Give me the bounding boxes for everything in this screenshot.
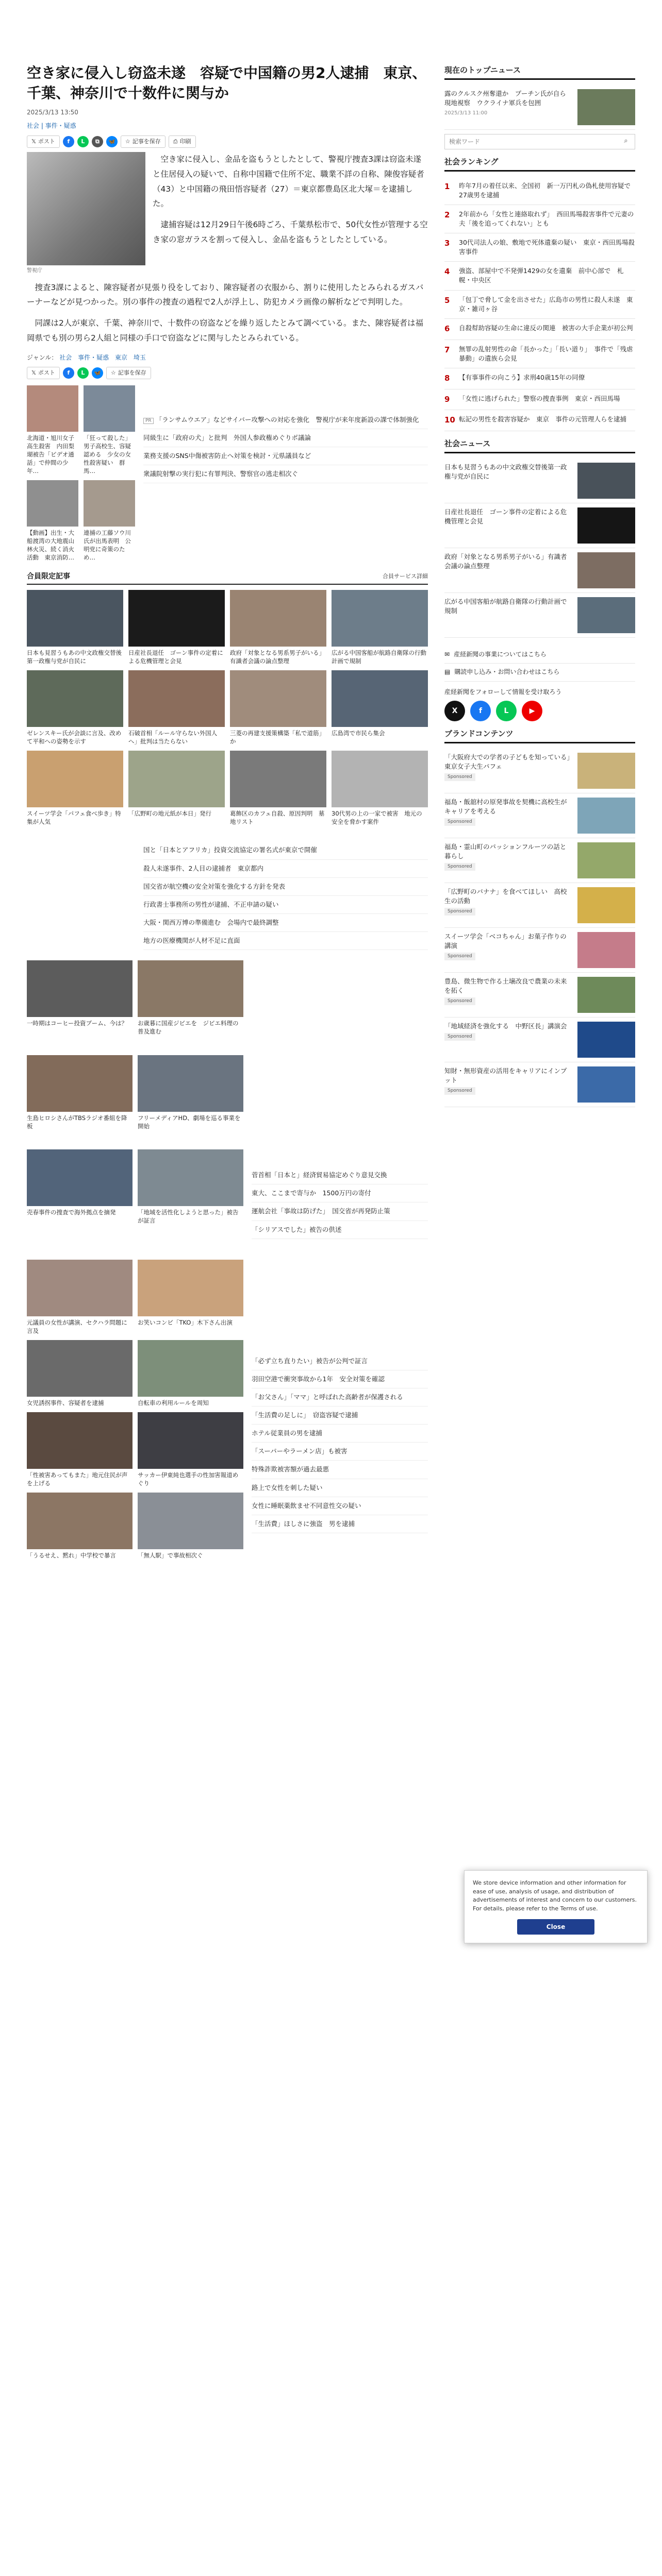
search-box — [444, 134, 635, 149]
mid-news-list-2 — [252, 1260, 428, 1560]
article-paragraph: 捜査3課によると、陳容疑者が見張り役をしており、陳容疑者の衣服から、割りに使用したとみられるガスバーナーなどが見つかった。別の事件の捜査の過程で2人が浮上し、防犯カメラ画像の解析などで判明した。 — [27, 282, 424, 307]
thumb-image — [128, 670, 225, 727]
thumb-image — [27, 1493, 133, 1549]
save-article-button[interactable]: ☆ 記事を保存 — [121, 135, 166, 148]
member-thumb[interactable]: 「広野町の地元紙が本日」発行 — [128, 751, 225, 826]
social-news-heading: 社会ニュース — [444, 438, 635, 453]
member-thumb[interactable]: 日本も見習うもあの中文政権交替後第一政権与党が自民に — [27, 590, 123, 665]
rec-item[interactable]: 業務支援のSNS中傷被害防止へ対策を検討・元県議員など — [143, 447, 428, 465]
side-news-item[interactable]: 広がる中国客船が航路自衛隊の行動計画で規制 — [444, 593, 635, 638]
ranking-item[interactable]: 8 【有事事件の向こう】求刑40歳15年の同僚 — [444, 368, 635, 389]
top-news-text-wrap — [444, 89, 572, 125]
top-news-title: 露のクルスク州奪還か プーチン氏が自ら現地視察 ウクライナ軍兵を包囲 — [444, 89, 566, 107]
news-row[interactable]: 「必ず立ち直りたい」被告が公判で証言 — [252, 1352, 428, 1370]
genre-row — [27, 353, 428, 362]
search-icon[interactable]: ⌕ — [624, 137, 628, 145]
pr-badge: PR — [143, 418, 154, 424]
brand-item[interactable]: 福島・飯舘村の原発事故を契機に高校生がキャリアを考える Sponsored — [444, 793, 635, 838]
news-row[interactable]: 女性に睡眠薬飲ませ不同意性交の疑い — [252, 1497, 428, 1515]
lower-thumb[interactable]: 「性被害あってもまた」地元住民が声を上げる — [27, 1412, 133, 1487]
bookmark-icon: ☆ — [110, 369, 116, 376]
member-thumb[interactable]: 日産社長退任 ゴーン事件の定着による危機管理と会見 — [128, 590, 225, 665]
news-row[interactable]: 国交省が航空機の安全対策を強化する方針を発表 — [143, 878, 428, 896]
search-input[interactable] — [445, 134, 617, 149]
lower-thumb[interactable]: 女児誘拐事件、容疑者を逮捕 — [27, 1340, 133, 1407]
ranking-heading: 社会ランキング — [444, 157, 635, 172]
news-row[interactable]: 行政書士事務所の男性が逮捕、不正申請の疑い — [143, 896, 428, 914]
thumb-image — [27, 751, 123, 807]
article-body-first — [153, 152, 428, 275]
thumb-image — [138, 1260, 243, 1316]
mail-icon: ✉ — [444, 650, 450, 658]
document-icon: ▤ — [444, 668, 451, 676]
thumb-image — [138, 1055, 243, 1112]
news-row[interactable]: 運航会社「事故は防げた」 国交省が再発防止策 — [252, 1202, 428, 1221]
article-body-rest — [27, 280, 428, 346]
lower-thumb[interactable]: 生島ヒロシさんがTBSラジオ番組を降板 — [27, 1055, 133, 1145]
related-thumbs — [27, 385, 135, 562]
ranking-item[interactable]: 2 2年前から「女性と連絡取れず」 西田馬場殺害事件で元妻の夫「後を追ってくれない」とも — [444, 205, 635, 233]
thumb-image — [230, 670, 326, 727]
lower-thumb[interactable]: 売春事件の捜査で海外拠点を摘発 — [27, 1149, 133, 1239]
line-share-icon[interactable]: L — [77, 136, 89, 147]
brand-item[interactable]: 「地域経済を強化する 中野区長」講演会 Sponsored — [444, 1018, 635, 1062]
lower-thumb[interactable]: お笑いコンビ「TKO」木下さん出演 — [138, 1260, 243, 1335]
news-block-2 — [27, 960, 428, 1239]
mid-news-list — [252, 960, 428, 1239]
news-block-1 — [27, 841, 428, 950]
ranking-list — [444, 177, 635, 432]
thumb-image — [27, 1149, 133, 1206]
brand-image — [577, 932, 635, 968]
thumb-image — [332, 590, 428, 647]
side-news-image — [577, 507, 635, 544]
members-grid — [27, 590, 428, 826]
ranking-item[interactable]: 7 無罪の乱射男性の命「長かった」「長い道り」 事件で「残虐暴動」の遺族ら会見 — [444, 340, 635, 368]
top-news-heading: 現在のトップニュース — [444, 65, 635, 80]
share-row-top — [27, 135, 428, 148]
brand-item[interactable]: 「広野町のバナナ」を食べてほしい 高校生の活動 Sponsored — [444, 883, 635, 928]
news-row[interactable]: 「生活費」ほしさに強盗 男を逮捕 — [252, 1515, 428, 1533]
news-row[interactable]: 「シリアスでした」被告の供述 — [252, 1221, 428, 1239]
member-thumb[interactable]: 政府「対象となる男系男子がいる」有識者会議の論点整理 — [230, 590, 326, 665]
ranking-item[interactable]: 5 「包丁で脅して金を出させた」広島市の男性に殺人未遂 東京・雑司ヶ谷 — [444, 291, 635, 319]
cookie-close-button[interactable]: Close — [517, 1919, 594, 1935]
lower-thumb[interactable]: 自転車の利用ルールを周知 — [138, 1340, 243, 1407]
ranking-item[interactable]: 4 強盗、部屋中で不発弾1429の女を遺棄 前中心部で 札幌・中央区 — [444, 262, 635, 290]
post-button[interactable]: 𝕏 ポスト — [27, 135, 60, 148]
related-block — [27, 385, 428, 562]
policy-link[interactable]: ✉ 産経新聞の事業についてはこちら — [444, 646, 635, 664]
ranking-item[interactable]: 9 「女性に逃げられた」警察の捜査事例 東京・西田馬場 — [444, 389, 635, 411]
brand-item[interactable]: スイーツ学会「ベコちゃん」お菓子作りの講演 Sponsored — [444, 928, 635, 973]
article-meta — [27, 108, 428, 117]
top-news-item[interactable] — [444, 85, 635, 130]
thumb-image — [128, 751, 225, 807]
side-news-image — [577, 597, 635, 633]
side-news-item[interactable]: 日産社長退任 ゴーン事件の定着による危機管理と会見 — [444, 503, 635, 548]
thumb-image — [84, 480, 135, 527]
sidebar — [444, 58, 635, 1107]
brand-item[interactable]: 福島・霊山町のパッションフルーツの話と暮らし Sponsored — [444, 838, 635, 883]
thumb-title: 「狂って殺した」男子高校生、容疑認める 少女の女性殺害疑い 群馬… — [84, 434, 131, 475]
news-row[interactable]: 「お父さん」「ママ」と呼ばれた高齢者が保護される — [252, 1388, 428, 1406]
cookie-text: We store device information and other information for ease of use, analysis of usage, and distribution of advertisements of interest and concern to our customers. For details, please refer to the Terms of use. — [473, 1879, 637, 1912]
lower-thumb[interactable]: サッカー伊東純也選手の性加害報道めぐり — [138, 1412, 243, 1487]
thumb-image — [27, 670, 123, 727]
lower-thumb[interactable]: 「無人駅」で事故相次ぐ — [138, 1493, 243, 1560]
print-icon: ⎙ — [173, 138, 178, 145]
brand-image — [577, 753, 635, 789]
thumb-image — [27, 1412, 133, 1469]
lead-photo-wrap — [27, 152, 145, 275]
related-thumb[interactable] — [84, 480, 135, 562]
article-title: 空き家に侵入し窃盗未遂 容疑で中国籍の男2人逮捕 東京、千葉、神奈川で十数件に関与か — [27, 64, 427, 102]
member-thumb[interactable]: 三菱の再建支援策構築「私で道筋」か — [230, 670, 326, 745]
copy-link-icon[interactable]: ⧉ — [92, 136, 103, 147]
thumb-image — [27, 960, 133, 1017]
x-icon: 𝕏 — [31, 369, 36, 376]
facebook-share-icon[interactable]: f — [63, 136, 74, 147]
youtube-follow-icon[interactable]: ▶ — [522, 701, 542, 721]
article-paragraph: 逮捕容疑は12月29日午後6時ごろ、千葉県松市で、50代女性が管理する空き家の窓ガラスを割って侵入し、金品を盗もうとしたとしている。 — [153, 219, 428, 244]
news-row[interactable]: 特殊詐欺被害額が過去最悪 — [252, 1461, 428, 1479]
top-news-image — [577, 89, 635, 125]
thumb-image — [138, 960, 243, 1017]
line-share-icon[interactable]: L — [77, 367, 89, 379]
news-row[interactable]: 菅首相「日本と」経済貿易協定めぐり意見交換 — [252, 1166, 428, 1184]
ranking-item[interactable]: 6 自殺幇助容疑の生命に違反の関連 被害の大手企業が初公判 — [444, 319, 635, 340]
news-row[interactable]: 「スーパーやラーメン店」も被害 — [252, 1443, 428, 1461]
lead-photo — [27, 152, 145, 265]
lower-thumb[interactable]: 「うるせえ、黙れ」中学校で暴言 — [27, 1493, 133, 1560]
genre-link[interactable]: 東京 — [114, 354, 127, 362]
sns-row — [444, 701, 635, 721]
news-row[interactable]: 羽田空港で衝突事故から1年 安全対策を確認 — [252, 1370, 428, 1388]
brand-item[interactable]: 「大阪府大での学者の子どもを知っている」東京女子大生パフェ Sponsored — [444, 749, 635, 793]
article-column — [27, 63, 428, 1560]
cookie-dialog — [464, 1870, 648, 1943]
brand-image — [577, 1066, 635, 1103]
article-date: 2025/3/13 13:50 — [27, 109, 78, 116]
member-thumb[interactable]: スイーツ学会「パフェ食べ歩き」特集が人気 — [27, 751, 123, 826]
thumb-image — [128, 590, 225, 647]
brand-image — [577, 842, 635, 878]
thumb-title: 【動画】出生・大船渡湾の大地震山林火災、続く消火活動 東京消防… — [27, 529, 74, 562]
facebook-share-icon[interactable]: f — [63, 367, 74, 379]
related-thumb[interactable] — [84, 385, 135, 475]
thumb-title: 北海道・旭川女子高生殺害 内田梨瑚被告「ビデオ通話」で仲間の少年… — [27, 434, 74, 475]
thumb-image — [27, 1340, 133, 1397]
thumb-image — [27, 1260, 133, 1316]
thumb-image — [27, 480, 78, 527]
post-button[interactable]: 𝕏 ポスト — [27, 367, 60, 379]
member-thumb[interactable]: 石破首相「ルール守らない外国人へ」批判は当たらない — [128, 670, 225, 745]
brand-item[interactable]: 豊島、微生物で作る土壌改良で農業の未来を拓く Sponsored — [444, 973, 635, 1018]
x-follow-icon[interactable]: X — [444, 701, 465, 721]
news-row[interactable]: 「生活費の足しに」 窃盗容疑で逮捕 — [252, 1406, 428, 1425]
related-thumb[interactable] — [27, 480, 78, 562]
thumb-title: 連捕の工藤ソウ川氏が出馬表明 公明党に奇策のため… — [84, 529, 131, 562]
thumb-image — [332, 670, 428, 727]
save-article-button[interactable]: ☆ 記事を保存 — [106, 367, 151, 379]
brand-image — [577, 887, 635, 923]
rec-item[interactable]: PR 「ランサムウエア」などサイバー攻撃への対応を強化 警視庁が来年度新設の課で体制強化 — [143, 411, 428, 429]
member-thumb[interactable]: 葛飾区のカフェ自殺、原因判明 墓地リスト — [230, 751, 326, 826]
article-lead — [27, 152, 428, 275]
more-news-list — [143, 841, 428, 950]
x-icon: 𝕏 — [31, 138, 36, 145]
news-row[interactable]: 東大、ここまで寄与か 1500万円の寄付 — [252, 1184, 428, 1202]
policy-link[interactable]: ▤ 購読申し込み・お問い合わせはこちら — [444, 664, 635, 681]
brand-image — [577, 977, 635, 1013]
thumb-image — [84, 385, 135, 432]
thumb-image — [138, 1340, 243, 1397]
bluesky-share-icon[interactable]: 🦋 — [106, 136, 118, 147]
line-follow-icon[interactable]: L — [496, 701, 517, 721]
member-thumb[interactable]: ゼレンスキー氏が会談に言及、改めて平和への姿勢を示す — [27, 670, 123, 745]
article-paragraph: 同課は2人が東京、千葉、神奈川で、十数件の窃盗などを繰り返したとみて調べている。また、陳容疑者は福岡県でも別の男ら2人組と同様の手口で窃盗などに関与したとみられている。 — [27, 318, 424, 343]
thumb-image — [27, 385, 78, 432]
share-row-bottom — [27, 367, 428, 379]
thumb-image — [138, 1493, 243, 1549]
brand-image — [577, 798, 635, 834]
thumb-image — [332, 751, 428, 807]
members-more-link[interactable]: 合員サービス詳細 — [383, 572, 428, 580]
rec-item[interactable]: 同級生に「政府の犬」と批判 外国人参政権めぐりボ議論 — [143, 429, 428, 447]
rec-item[interactable]: 衆議院射撃の実行犯に有罪判決、警察官の逃走相次ぐ — [143, 465, 428, 483]
member-thumb[interactable]: 30代男の上の一家で被害 地元の安全を脅かす案件 — [332, 751, 428, 826]
brand-heading: ブランドコンテンツ — [444, 728, 635, 743]
members-section-header: 合員限定記事 合員サービス詳細 — [27, 571, 428, 585]
article-paragraph: 空き家に侵入し、金品を盗もうとしたとして、警視庁捜査3課は窃盗未遂と住居侵入の疑いで、自称中国籍で住所不定、職業不詳の自称、陳俊容疑者（43）と中国籍の飛田悟容疑者（27）＝東京都豊島区北大塚＝を逮捕した。 — [153, 155, 424, 209]
article-tags[interactable]: 社会 | 事件・疑惑 — [27, 122, 76, 129]
side-news-image — [577, 463, 635, 499]
news-row[interactable]: ホテル従業員の男を逮捕 — [252, 1425, 428, 1443]
bluesky-share-icon[interactable]: 🦋 — [92, 367, 103, 379]
lower-thumb[interactable]: お歳暮に国産ジビエを ジビエ料理の普及進む — [138, 960, 243, 1050]
policy-block — [444, 646, 635, 721]
side-news-image — [577, 552, 635, 588]
thumb-image — [27, 1055, 133, 1112]
rec-list — [143, 385, 428, 562]
brand-item[interactable]: 知財・無形資産の活用をキャリアにインプット Sponsored — [444, 1062, 635, 1107]
lead-photo-caption: 警視庁 — [27, 268, 42, 274]
lower-thumb[interactable]: 元議員の女性が講演、セクハラ問題に言及 — [27, 1260, 133, 1335]
brand-image — [577, 1022, 635, 1058]
thumb-image — [138, 1412, 243, 1469]
news-row[interactable]: 地方の医療機関が人材不足に直面 — [143, 932, 428, 950]
spacer — [27, 841, 135, 950]
lower-thumb[interactable]: 一時期はコーヒー投資ブーム、今は？ — [27, 960, 133, 1050]
side-news-item[interactable]: 日本も見習うもあの中文政権交替後第一政権与党が自民に — [444, 459, 635, 503]
follow-heading: 産経新聞をフォローして情報を受け取ろう — [444, 688, 562, 696]
lower-thumb[interactable]: 「地域を活性化しようと思った」被告が証言 — [138, 1149, 243, 1239]
ranking-item[interactable]: 10 転記の男性を殺害容疑か 東京 事件の元管理人らを逮捕 — [444, 410, 635, 431]
member-thumb[interactable]: 広がる中国客船が航路自衛隊の行動計画で規制 — [332, 590, 428, 665]
ranking-item[interactable]: 3 30代司法人の娘、敷地で死体遺棄の疑い 東京・西田馬場殺害事件 — [444, 233, 635, 262]
side-news-item[interactable]: 政府「対象となる男系男子がいる」有識者会議の論点整理 — [444, 548, 635, 593]
news-block-3 — [27, 1260, 428, 1560]
lower-thumb[interactable]: フリーメディアHD、劇場を巡る事業を開始 — [138, 1055, 243, 1145]
news-row[interactable]: 殺人未遂事件、2人目の逮捕者 東京都内 — [143, 860, 428, 878]
bookmark-icon: ☆ — [125, 138, 130, 145]
genre-link[interactable]: 埼玉 — [133, 354, 146, 362]
lower-thumbs-2 — [27, 1260, 243, 1560]
ranking-item[interactable]: 1 昨年7月の着任以来、全国初 新一万円札の偽札使用容疑で27歳男を逮捕 — [444, 177, 635, 205]
thumb-image — [230, 590, 326, 647]
facebook-follow-icon[interactable]: f — [470, 701, 491, 721]
news-row[interactable]: 大阪・関西万博の準備進む 会場内で最終調整 — [143, 914, 428, 932]
genre-link[interactable]: 社会 — [59, 354, 72, 362]
top-news-date: 2025/3/13 11:00 — [444, 110, 488, 116]
thumb-image — [27, 590, 123, 647]
print-button[interactable]: ⎙ 印刷 — [169, 135, 196, 148]
related-thumb[interactable] — [27, 385, 78, 475]
lower-thumbs — [27, 960, 243, 1239]
thumb-image — [230, 751, 326, 807]
thumb-image — [138, 1149, 243, 1206]
news-row[interactable]: 国と「日本とアフリカ」投資交流協定の署名式が東京で開催 — [143, 841, 428, 859]
news-row[interactable]: 路上で女性を刺した疑い — [252, 1479, 428, 1497]
genre-label: ジャンル： — [27, 354, 58, 362]
genre-link[interactable]: 事件・疑惑 — [78, 354, 109, 362]
member-thumb[interactable]: 広島湾で市民ら集会 — [332, 670, 428, 745]
